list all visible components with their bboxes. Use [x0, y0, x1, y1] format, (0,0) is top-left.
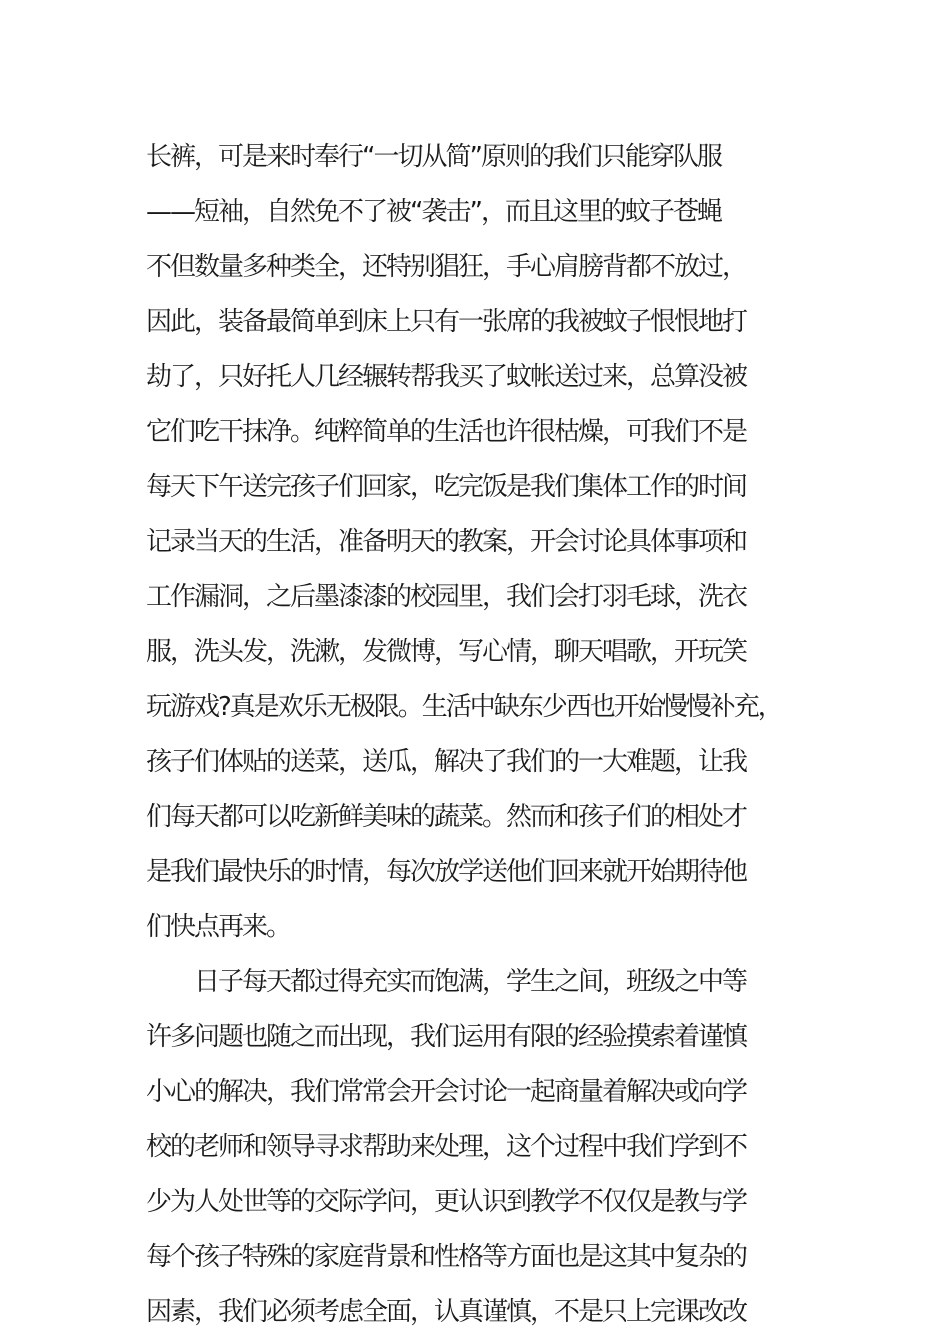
text-line: 少为人处世等的交际学问，更认识到教学不仅仅是教与学	[146, 1187, 747, 1217]
text-line: 校的老师和领导寻求帮助来处理，这个过程中我们学到不	[146, 1132, 747, 1162]
text-line: 因此，装备最简单到床上只有一张席的我被蚊子恨恨地打	[146, 307, 747, 337]
text-line: 长裤，可是来时奉行“一切从简”原则的我们只能穿队服	[146, 142, 721, 172]
text-line: 它们吃干抹净。纯粹简单的生活也许很枯燥，可我们不是	[146, 417, 747, 447]
text-line: 每个孩子特殊的家庭背景和性格等方面也是这其中复杂的	[146, 1242, 747, 1272]
text-line: 们每天都可以吃新鲜美味的蔬菜。然而和孩子们的相处才	[146, 802, 747, 832]
text-line: 每天下午送完孩子们回家，吃完饭是我们集体工作的时间	[146, 472, 747, 502]
paragraph-start-line: 日子每天都过得充实而饱满，学生之间，班级之中等	[146, 967, 747, 997]
text-line: 记录当天的生活，准备明天的教案，开会讨论具体事项和	[146, 527, 747, 557]
text-line: 劫了，只好托人几经辗转帮我买了蚊帐送过来，总算没被	[146, 362, 747, 392]
text-line: 玩游戏?真是欢乐无极限。生活中缺东少西也开始慢慢补充，	[146, 692, 782, 722]
text-line: 们快点再来。	[146, 912, 291, 942]
text-line: 许多问题也随之而出现，我们运用有限的经验摸索着谨慎	[146, 1022, 747, 1052]
text-line: 不但数量多种类全，还特别猖狂，手心肩膀背都不放过，	[146, 252, 747, 282]
text-line: 服，洗头发，洗漱，发微博，写心情，聊天唱歌，开玩笑	[146, 637, 747, 667]
text-line: 小心的解决，我们常常会开会讨论一起商量着解决或向学	[146, 1077, 747, 1107]
text-line: 是我们最快乐的时情，每次放学送他们回来就开始期待他	[146, 857, 747, 887]
text-line: 孩子们体贴的送菜，送瓜，解决了我们的一大难题，让我	[146, 747, 747, 777]
text-line: 工作漏洞，之后墨漆漆的校园里，我们会打羽毛球，洗衣	[146, 582, 747, 612]
text-line: ——短袖，自然免不了被“袭击”，而且这里的蚊子苍蝇	[146, 197, 721, 227]
text-line: 因素，我们必须考虑全面，认真谨慎，不是只上完课改改	[146, 1297, 747, 1327]
body-text	[146, 130, 816, 1340]
